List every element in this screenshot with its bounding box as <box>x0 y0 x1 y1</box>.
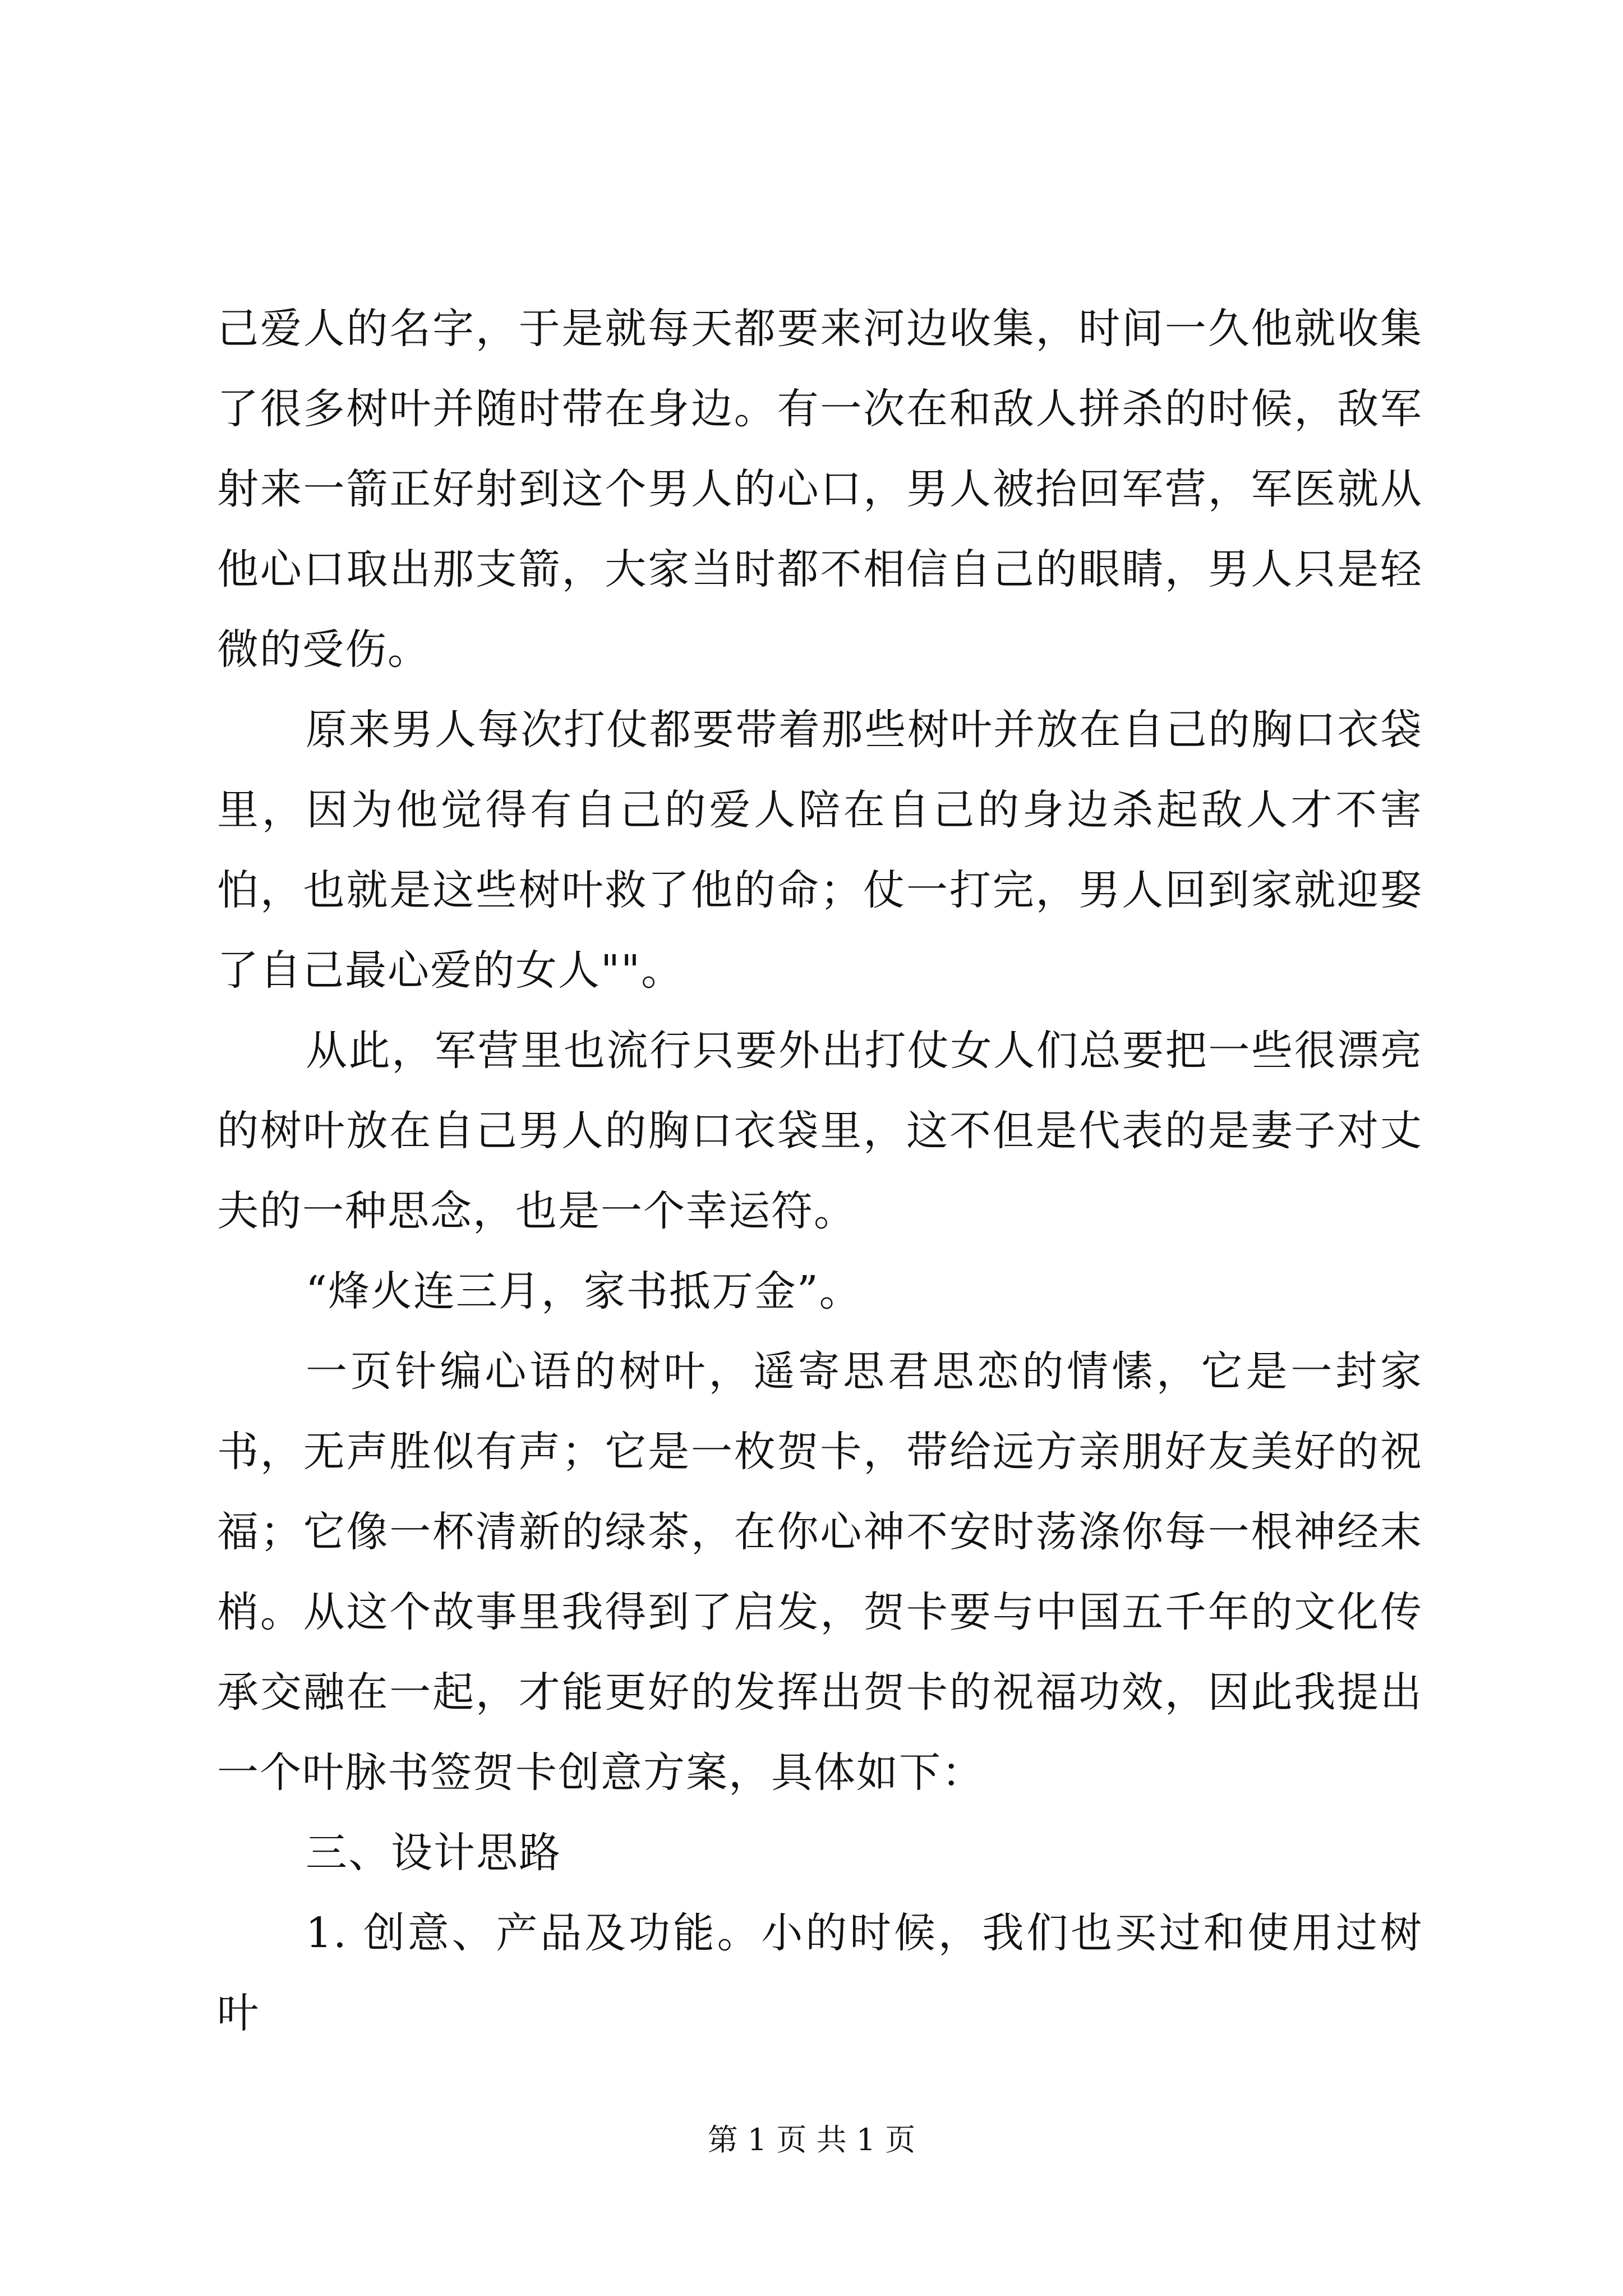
paragraph-7: 1. 创意、产品及功能。小的时候，我们也买过和使用过树叶 <box>217 1909 1423 2037</box>
page-footer: 第 1 页 共 1 页 <box>707 2122 916 2157</box>
paragraph-1: 己爱人的名字，于是就每天都要来河边收集，时间一久他就收集了很多树叶并随时带在身边。有一次在和敌人拼杀的时候，敌军射来一箭正好射到这个男人的心口，男人被抬回军营，军医就从他心口取出那支箭，大家当时都不相信自己的眼睛，男人只是轻微的受伤。 <box>217 305 1423 674</box>
paragraph-5: 一页针编心语的树叶，遥寄思君思恋的情愫，它是一封家书，无声胜似有声；它是一枚贺卡，带给远方亲朋好友美好的祝福；它像一杯清新的绿茶，在你心神不安时荡涤你每一根神经末梢。从这个故事里我得到了启发，贺卡要与中国五千年的文化传承交融在一起，才能更好的发挥出贺卡的祝福功效，因此我提出一个叶脉书签贺卡创意方案，具体如下： <box>217 1347 1423 1797</box>
paragraph-3: 从此，军营里也流行只要外出打仗女人们总要把一些很漂亮的树叶放在自己男人的胸口衣袋里，这不但是代表的是妻子对丈夫的一种思念，也是一个幸运符。 <box>217 1027 1423 1235</box>
section-heading-design-ideas: 三、设计思路 <box>306 1829 561 1877</box>
document-body <box>217 289 1423 2054</box>
paragraph-4-quote: “烽火连三月，家书抵万金”。 <box>306 1267 862 1315</box>
paragraph-2: 原来男人每次打仗都要带着那些树叶并放在自己的胸口衣袋里，因为他觉得有自己的爱人陪在自己的身边杀起敌人才不害怕，也就是这些树叶救了他的命；仗一打完，男人回到家就迎娶了自己最心爱的女人""。 <box>217 706 1423 995</box>
